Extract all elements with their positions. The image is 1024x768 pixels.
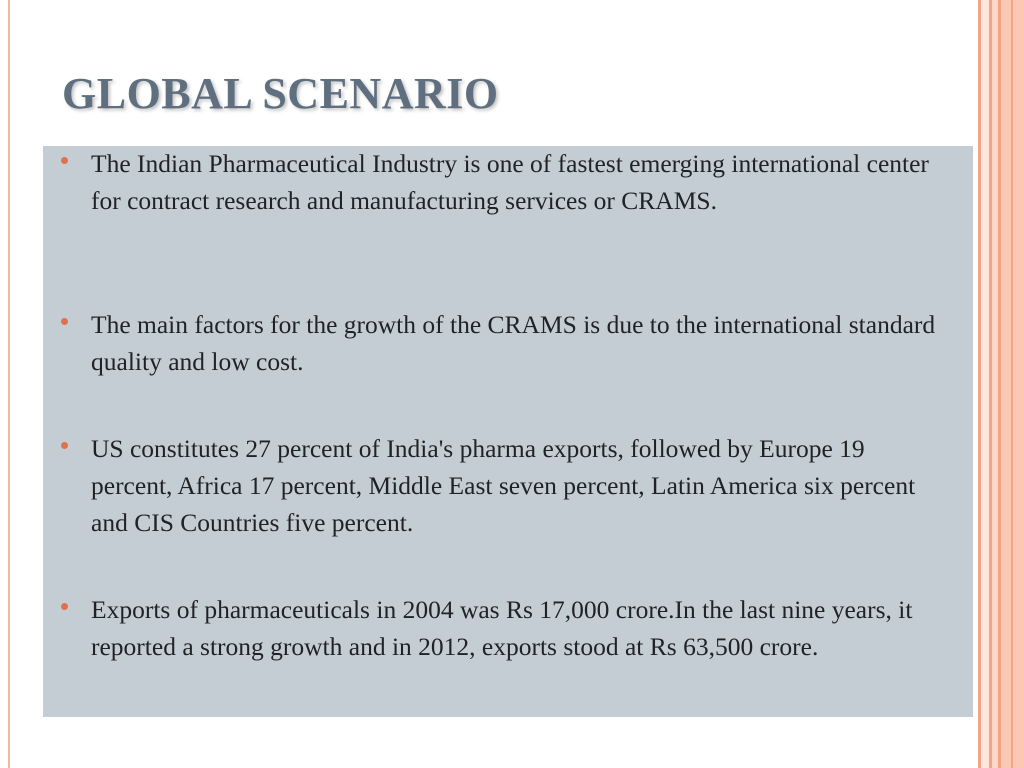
left-border-decoration (0, 0, 10, 768)
bullet-dot-icon (61, 603, 68, 610)
bullet-dot-icon (61, 318, 68, 325)
bullet-text: The main factors for the growth of the CRAMS is due to the international standard quality and low cost. (91, 310, 936, 376)
right-stripe-decoration (981, 0, 989, 768)
bullet-text: US constitutes 27 percent of India's pharma exports, followed by Europe 19 percent, Africa 17 percent, Middle East seven percent, Latin America six percent and CIS Countries five percent. (91, 434, 916, 537)
bullet-dot-icon (61, 157, 68, 164)
bullet-text: The Indian Pharmaceutical Industry is one of fastest emerging international center for contract research and manufacturing services or CRAMS. (91, 149, 929, 215)
bullet-dot-icon (61, 442, 68, 449)
bullet-text: Exports of pharmaceuticals in 2004 was Rs 17,000 crore.In the last nine years, it reported a strong growth and in 2012, exports stood at Rs 63,500 crore. (91, 595, 913, 661)
right-stripe-decoration (1011, 0, 1013, 768)
slide-title: GLOBAL SCENARIO (62, 69, 499, 118)
content-box (43, 146, 973, 717)
